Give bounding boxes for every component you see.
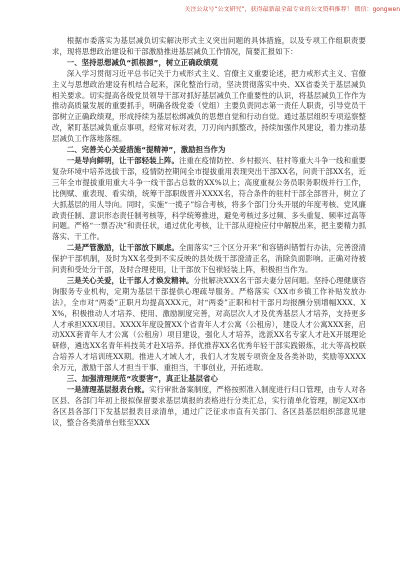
section-2-paragraph-3: [52, 276, 366, 374]
paragraph-body: 注重在疫情防控、乡村振兴、驻村等重大斗争一线和重要复杂环境中培养选拔干部，疫情防控期间全市提拔重用表现突出干部XX名，问责干部XX名，近三年全市提拔重用重大斗争一线干部占总数的XX%以上；高度重视公务员职务职级并行工作，比例赋、重表现、看实绩，统筹干部职级晋升XXXX名，符合条件的驻村干部全部晋升，树立了大抓基层的用人导向。同时，实施“一揽子”综合考核，将多个部门分头开展的年度考核、党风廉政责任制、意识形态责任制考核等，科学统筹推进，避免考核过多过频、多头重复、频率过高等问题。严格“一票否决”和责任状，通过优化考核，让干部从迎检应付中解脱出来，把主要精力抓落实、干工作。: [52, 155, 366, 242]
paragraph-lead: 一是清理基层报表台账。: [66, 385, 150, 394]
paragraph-body: 分批解决XXX名干部夫妻分居问题。坚持心理健康咨询服务专业机构，定期为基层干部提供心理疏导服务。严格落实《XX市乡镇工作补贴发放办法》，全市对“两委”正职月均提高XXX元，对“两委”正职和村干部月均报酬分别增幅XXX、XX%，积极推动人才培养、使用、激励制度完善，对高层次人才及优秀基层人才培养，支持更多人才承担XXX项目。XXXX年度设置XX个省青年人才公寓（公租房），建设人才公寓XXX套，启动XXX套青年人才公寓（公租房）项目建设，强化人才培养，选派XX名专家人才赴X开展理论研修，遴选XX名青年科技英才赴X培养。择优推荐XX名优秀年轻干部实践锻炼，北大等高校联合培养人才培训班XX期。推进人才域人才，我们人才发展专项资金及各类补助，奖励等XXXX余万元，激励干部人才担当干事、重担当，干事创业，开拓进取。: [52, 275, 366, 373]
paragraph-body: 全面落实“三个区分开来”和容错纠错暂行办法，完善澄清保护干部机制，及时为XX名受到不实反映的县处级干部澄清正名，消除负面影响。正确对待被问责和受处分干部，及时合理使用，让干部放下包袱轻装上阵，积极担当作为。: [52, 243, 366, 275]
document-page: [52, 36, 366, 429]
paragraph-body: 实行审批备案制度，严格按照准入制度进行归口管理，由专人对各区县、各部门年初上报拟保留要求基层填报的表格进行分类汇总，实行清单化管理，制定XX市各区县各部门下发基层报表目录清单，通过广泛征求市直有关部门、各区县基层组织部意见建议，整合各类清单台账至XXX: [52, 385, 366, 427]
section-1-heading: 一、坚持思想减负“抓根源”，树立正确政绩观: [66, 57, 218, 67]
section-2-heading: 二、完善关心关爱措施“提精神”，激励担当作为: [66, 145, 226, 155]
section-3-paragraph-1: [52, 385, 366, 429]
section-3-heading: 三、加强清理规范“攻要害”，真正让基层省心: [66, 374, 218, 384]
wechat-banner: 关注公众号“公文研究”，获得最新最全最专业的公文资料推荐！ 微信：gongwen: [184, 6, 400, 13]
paragraph-lead: 三是关心关爱，让干部人才焕发精神。: [66, 275, 194, 285]
intro-paragraph: 根据市委落实为基层减负切实解决形式主义突出问题的具体措施，以及专项工作组职责要求，现将思想政治建设和干部激励推进基层减负工作情况，简要汇报如下：: [52, 36, 366, 56]
section-2-paragraph-1: [52, 156, 366, 243]
paragraph-lead: 一是导向鲜明，让干部轻装上阵。: [66, 155, 180, 165]
section-2-paragraph-2: [52, 243, 366, 276]
section-1-paragraph: 深入学习贯彻习近平总书记关于力戒形式主义、官僚主义重要论述，把力戒形式主义、官僚主义与思想政治建设有机结合起来，深化整治行动，坚决贯彻落实中央、XX省委关于基层减负相关要求。切实提高各级党员领导干部对抓好基层减负工作重要性的认识，将基层减负工作作为推动高质量发展的重要抓手，明确各级党委（党组）主要负责同志第一责任人职责，引导党员干部树立正确政绩观，形成持续为基层松绑减负的思想自觉和行动自觉。通过基层组织专项巡察整改，紧盯基层减负重点事项，经常对标对表，刀刃向内抓整改，持续加强作风建设，着力推动基层减负工作落地落细。: [52, 68, 366, 144]
paragraph-lead: 二是严管激励，让干部放下顾虑。: [66, 243, 179, 253]
